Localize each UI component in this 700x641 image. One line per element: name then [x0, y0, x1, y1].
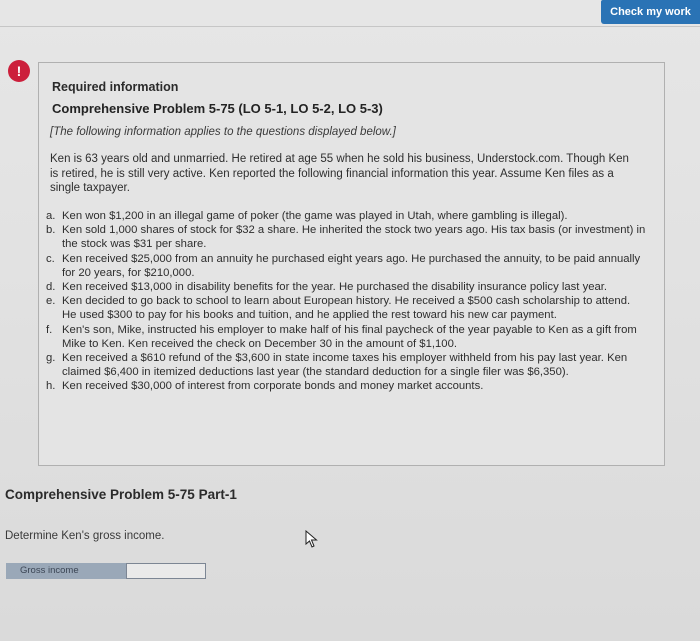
applies-note: [The following information applies to the questions displayed below.] [50, 126, 396, 138]
item-text: Ken sold 1,000 shares of stock for $32 a share. He inherited the stock two years ago. His tax basis (or investment) in the stock was $31 per share. [62, 224, 646, 251]
required-information-label: Required information [52, 80, 179, 94]
list-item [46, 351, 646, 379]
list-item [46, 294, 646, 322]
item-text: Ken received a $610 refund of the $3,600 in state income taxes his employer withheld from his pay last year. Ken claimed $6,400 in itemized deductions last year (the standard deduction for a single filer was $6,350). [62, 352, 628, 379]
alert-icon: ! [8, 60, 30, 82]
item-text: Ken received $25,000 from an annuity he purchased eight years ago. He purchased the annuity, to be paid annually for 20 years, for $210,000. [62, 252, 641, 279]
list-item [46, 280, 646, 294]
list-item [46, 223, 646, 251]
item-marker: a. [46, 210, 56, 222]
item-text: Ken received $30,000 of interest from corporate bonds and money market accounts. [62, 380, 484, 393]
gross-income-label: Gross income [6, 563, 126, 579]
item-marker: c. [46, 252, 55, 265]
mouse-cursor-icon [305, 530, 319, 548]
list-item [46, 323, 646, 351]
facts-list [46, 209, 646, 394]
item-marker: e. [46, 295, 56, 308]
item-text: Ken's son, Mike, instructed his employer to make half of his final paycheck of the year payable to Ken as a gift from Mike to Ken. Ken received the check on December 30 in the amount of $1,100. [62, 323, 637, 350]
item-marker: h. [46, 380, 56, 393]
intro-paragraph: Ken is 63 years old and unmarried. He retired at age 55 when he sold his business, Understock.com. Though Ken is retired, he is still very active. Ken reported the following financial information this year. Assume Ken files as a single taxpayer. [50, 153, 629, 194]
question-text: Determine Ken's gross income. [5, 530, 165, 542]
gross-income-row [6, 563, 206, 579]
header-divider [0, 26, 700, 27]
item-marker: g. [46, 352, 56, 365]
item-text: Ken received $13,000 in disability benefits for the year. He purchased the disability insurance policy last year. [62, 281, 608, 294]
item-marker: f. [46, 323, 53, 336]
gross-income-input[interactable] [126, 563, 206, 579]
list-item [46, 252, 646, 280]
item-text: Ken decided to go back to school to learn about European history. He received a $500 cash scholarship to attend. He used $300 to pay for his books and tuition, and he applied the rest toward his new car payment. [62, 295, 631, 322]
list-item [46, 209, 646, 223]
item-text: Ken won $1,200 in an illegal game of poker (the game was played in Utah, where gambling is illegal). [62, 210, 568, 222]
item-marker: d. [46, 281, 56, 294]
problem-title: Comprehensive Problem 5-75 (LO 5-1, LO 5-2, LO 5-3) [52, 101, 383, 116]
check-my-work-button[interactable]: Check my work [601, 0, 700, 24]
part-title: Comprehensive Problem 5-75 Part-1 [5, 487, 237, 502]
item-marker: b. [46, 224, 56, 237]
list-item [46, 379, 646, 393]
